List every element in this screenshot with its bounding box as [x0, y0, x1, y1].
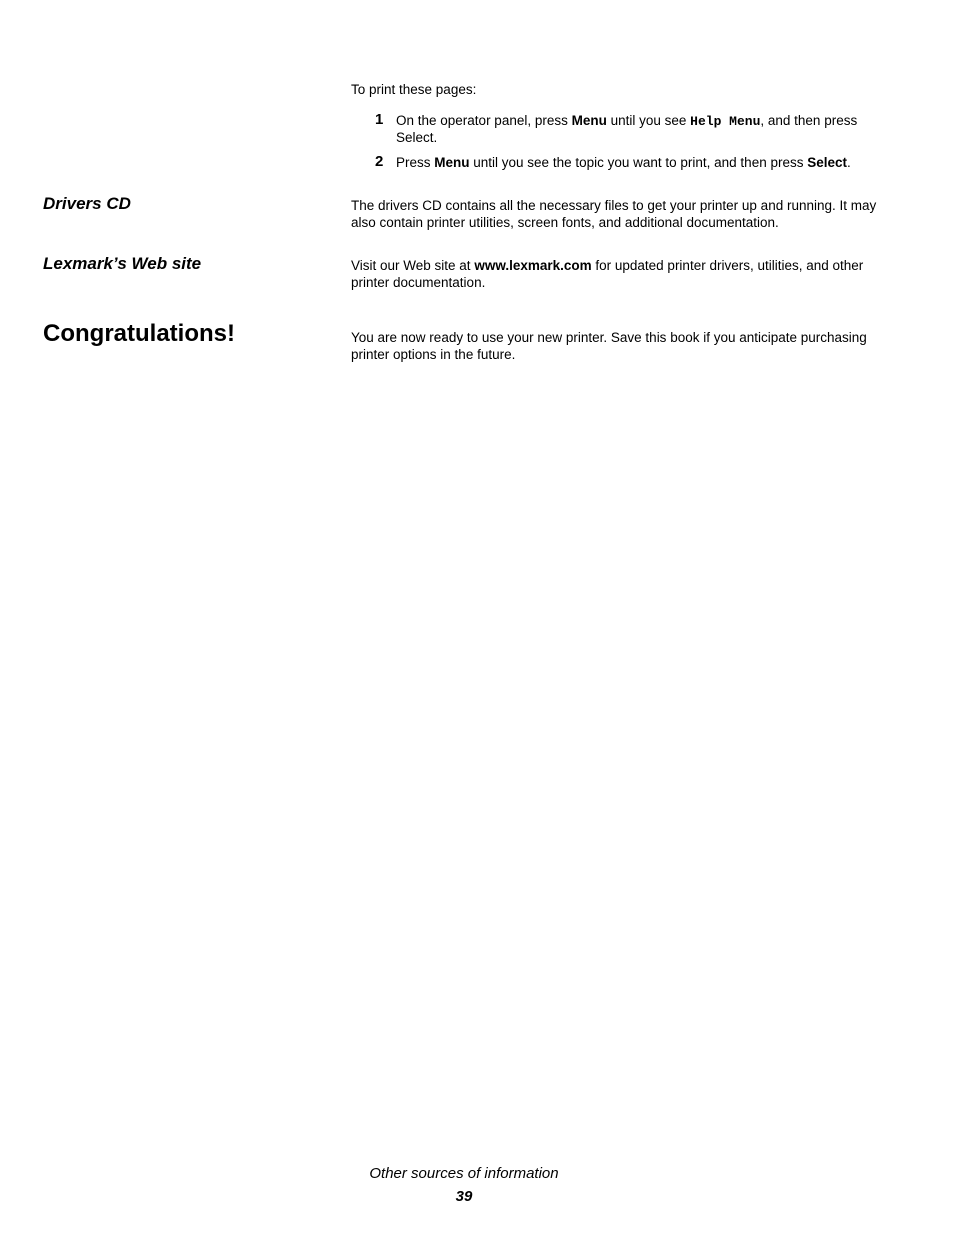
- drivers-cd-heading: Drivers CD: [43, 194, 131, 213]
- print-intro: To print these pages:: [351, 82, 477, 97]
- step-text: [396, 154, 851, 171]
- step-text-part: On the operator panel, press: [396, 113, 572, 128]
- menu-button-label: Menu: [434, 155, 470, 170]
- congratulations-heading: Congratulations!: [43, 320, 235, 347]
- web-site-text-part: for updated printer drivers, utilities, and other: [591, 258, 864, 273]
- step-text: [396, 112, 857, 130]
- web-site-text-line: printer documentation.: [351, 275, 486, 290]
- select-button-label: Select: [807, 155, 848, 170]
- web-site-text-part: Visit our Web site at: [351, 258, 475, 273]
- display-message-code: Help Menu: [690, 114, 761, 129]
- congratulations-text-line: printer options in the future.: [351, 347, 516, 362]
- step-text-part: Press: [396, 155, 435, 170]
- step-number: 1: [375, 111, 384, 128]
- page-number: 39: [455, 1188, 473, 1205]
- step-text-part: until you see: [606, 113, 691, 128]
- web-site-heading: Lexmark’s Web site: [43, 254, 202, 273]
- drivers-cd-text-line: The drivers CD contains all the necessary files to get your printer up and running. It may: [351, 198, 877, 213]
- menu-button-label: Menu: [571, 113, 607, 128]
- web-site-text-line: [351, 257, 863, 274]
- step-text-part: until you see the topic you want to print, and then press: [469, 155, 808, 170]
- footer-section-title: Other sources of information: [369, 1165, 559, 1182]
- drivers-cd-text-line: also contain printer utilities, screen fonts, and additional documentation.: [351, 215, 779, 230]
- step-number: 2: [375, 153, 384, 170]
- step-text-continued: Select.: [396, 130, 438, 145]
- step-text-part: , and then press: [760, 113, 858, 128]
- step-text-part: .: [847, 155, 851, 170]
- lexmark-url[interactable]: www.lexmark.com: [474, 258, 592, 273]
- congratulations-text-line: You are now ready to use your new printer. Save this book if you anticipate purchasing: [351, 330, 867, 345]
